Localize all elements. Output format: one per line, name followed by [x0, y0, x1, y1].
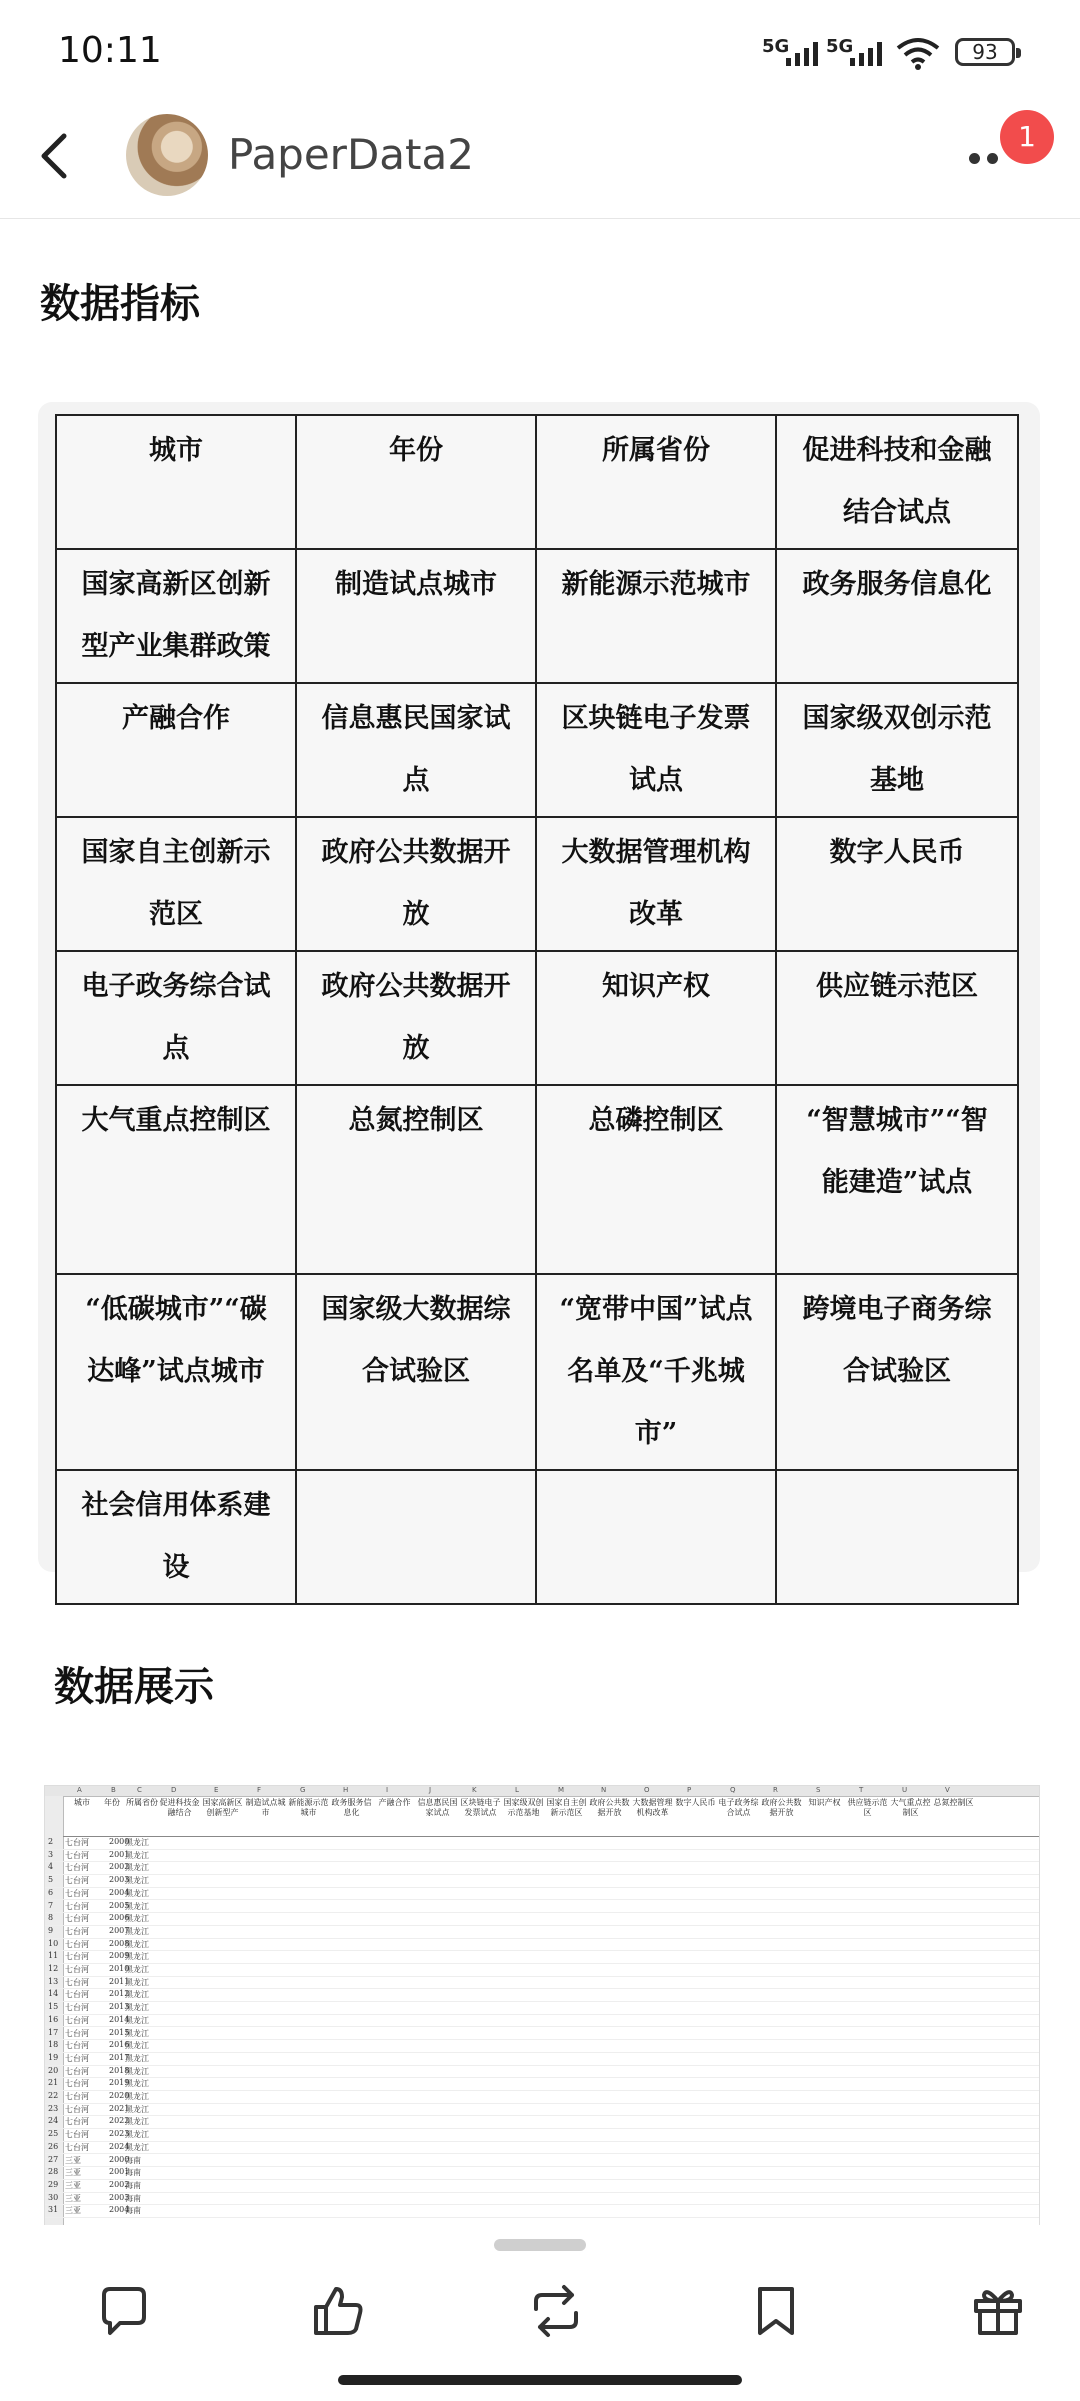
table-cell: “智慧城市”“智能建造”试点 [776, 1085, 1018, 1274]
table-cell [776, 1470, 1018, 1604]
sheet-col-letter: Q [730, 1786, 736, 1794]
indicator-table [55, 414, 1019, 1605]
sheet-cell: 七台河 [65, 1965, 89, 1974]
sheet-cell: 黑龙江 [125, 2142, 149, 2152]
sheet-col-letter: K [472, 1786, 477, 1794]
sheet-header-cell: 所属省份 [126, 1798, 158, 1807]
table-cell: 知识产权 [536, 951, 776, 1085]
table-row [45, 1887, 1039, 1901]
sheet-cell: 黑龙江 [125, 2117, 149, 2127]
table-row [45, 1849, 1039, 1863]
sheet-cell: 2001 [109, 2167, 130, 2177]
sheet-cell: 黑龙江 [125, 2079, 149, 2089]
sheet-cell: 七台河 [65, 1888, 89, 1898]
sheet-cell: 黑龙江 [125, 2015, 149, 2025]
sheet-header-cell: 政务服务信息化 [331, 1798, 372, 1817]
status-bar [0, 0, 1080, 100]
sheet-cell: 2021 [109, 2103, 130, 2113]
sheet-cell: 七台河 [65, 2028, 89, 2038]
sheet-cell: 黑龙江 [125, 2104, 149, 2114]
table-row [45, 2128, 1039, 2142]
table-row [45, 1988, 1039, 2002]
table-cell: 国家级大数据综合试验区 [296, 1274, 536, 1470]
sheet-cell: 七台河 [65, 2104, 89, 2114]
sheet-header-cell: 国家级双创示范基地 [503, 1798, 544, 1817]
sheet-cell: 七台河 [65, 2003, 89, 2013]
sheet-cell: 三亚 [65, 2155, 81, 2165]
sheet-row-number: 16 [48, 2014, 59, 2024]
sheet-col-letter: V [945, 1786, 950, 1794]
sheet-cell: 2012 [109, 1989, 130, 1999]
sheet-cell: 三亚 [65, 2193, 81, 2203]
table-row [45, 2179, 1039, 2193]
sheet-cell: 黑龙江 [125, 2003, 149, 2013]
table-row [45, 1900, 1039, 1914]
table-cell: 国家自主创新示范区 [56, 817, 296, 951]
sheet-col-letter: C [137, 1786, 142, 1794]
sheet-col-letter: N [601, 1786, 607, 1794]
sheet-col-letter: L [515, 1786, 519, 1794]
sheet-cell: 七台河 [65, 1850, 89, 1860]
sheet-cell: 2024 [109, 2141, 130, 2151]
sheet-row-number: 23 [48, 2103, 59, 2113]
sheet-cell: 七台河 [65, 1838, 89, 1847]
sheet-cell: 黑龙江 [125, 2130, 149, 2140]
sheet-cell: 2015 [109, 2027, 130, 2037]
table-cell: 新能源示范城市 [536, 549, 776, 683]
table-row [45, 1874, 1039, 1888]
sheet-header-cell: 城市 [74, 1798, 90, 1807]
sheet-cell: 黑龙江 [125, 1990, 149, 2000]
section-title-display: 数据展示 [54, 1664, 214, 1710]
sheet-row-number: 5 [48, 1875, 54, 1885]
table-cell: 产融合作 [56, 683, 296, 817]
sheet-cell: 2000 [109, 1837, 130, 1846]
sheet-cell: 七台河 [65, 1952, 89, 1962]
sheet-cell: 黑龙江 [125, 1965, 149, 1974]
table-cell: 国家高新区创新型产业集群政策 [56, 549, 296, 683]
sheet-cell: 黑龙江 [125, 1863, 149, 1873]
sheet-row-number: 18 [48, 2040, 59, 2050]
sheet-cell: 2008 [109, 1938, 130, 1948]
table-cell: 总氮控制区 [296, 1085, 536, 1274]
sheet-header-cell: 年份 [104, 1798, 120, 1807]
sheet-cell: 七台河 [65, 2079, 89, 2089]
sheet-header-cell: 制造试点城市 [245, 1798, 286, 1817]
sheet-row-number: 31 [48, 2205, 59, 2215]
sheet-row-number: 15 [48, 2002, 59, 2012]
table-cell: 所属省份 [536, 415, 776, 549]
sheet-cell: 2001 [109, 1849, 130, 1859]
table-cell: 跨境电子商务综合试验区 [776, 1274, 1018, 1470]
table-cell: 总磷控制区 [536, 1085, 776, 1274]
sheet-cell: 黑龙江 [125, 1901, 149, 1911]
sheet-col-letter: S [816, 1786, 821, 1794]
sheet-cell: 2005 [109, 1900, 130, 1910]
sheet-row-number: 9 [48, 1925, 54, 1935]
sheet-row-number: 14 [48, 1989, 59, 1999]
sheet-cell: 黑龙江 [125, 2028, 149, 2038]
sheet-cell: 黑龙江 [125, 1977, 149, 1987]
sheet-col-letter: O [644, 1786, 650, 1794]
table-cell: 促进科技和金融结合试点 [776, 415, 1018, 549]
sheet-cell: 黑龙江 [125, 1952, 149, 1962]
table-row [45, 2077, 1039, 2091]
table-cell: 城市 [56, 415, 296, 549]
sheet-cell: 黑龙江 [125, 1939, 149, 1949]
sheet-cell: 黑龙江 [125, 1914, 149, 1924]
avatar[interactable] [126, 114, 208, 196]
sheet-row-number: 13 [48, 1976, 59, 1986]
table-cell: 信息惠民国家试点 [296, 683, 536, 817]
sheet-row-number: 25 [48, 2129, 59, 2139]
home-indicator[interactable] [338, 2375, 742, 2385]
comment-icon[interactable] [96, 2283, 152, 2339]
sheet-cell: 黑龙江 [125, 2053, 149, 2063]
sheet-header-cell: 国家高新区创新型产 [202, 1798, 243, 1817]
sheet-cell: 海南 [125, 2180, 141, 2190]
table-row [45, 2141, 1039, 2155]
sheet-cell: 2009 [109, 1951, 130, 1961]
sheet-cell: 2013 [109, 2002, 130, 2012]
sheet-cell: 七台河 [65, 2130, 89, 2140]
table-row [45, 2039, 1039, 2053]
sheet-cell: 2017 [109, 2052, 130, 2062]
sheet-cell: 2023 [109, 2129, 130, 2139]
sheet-cell: 三亚 [65, 2180, 81, 2190]
sheet-cell: 2014 [109, 2014, 130, 2024]
drag-handle[interactable] [494, 2239, 586, 2251]
table-cell: 区块链电子发票试点 [536, 683, 776, 817]
sheet-cell: 七台河 [65, 2041, 89, 2051]
table-cell: 数字人民币 [776, 817, 1018, 951]
sheet-cell: 2010 [109, 1964, 130, 1973]
sheet-cell: 七台河 [65, 2053, 89, 2063]
sheet-row-number: 2 [48, 1837, 54, 1846]
sheet-cell: 2002 [109, 1862, 130, 1872]
sheet-row-number: 17 [48, 2027, 59, 2037]
sheet-header-cell: 政府公共数据开放 [589, 1798, 630, 1817]
wifi-icon [895, 36, 941, 70]
table-row [45, 1925, 1039, 1939]
sheet-header-cell: 政府公共数据开放 [761, 1798, 802, 1817]
table-cell: 大气重点控制区 [56, 1085, 296, 1274]
bookmark-icon[interactable] [748, 2283, 804, 2339]
sheet-cell: 七台河 [65, 2092, 89, 2101]
sheet-col-letter: M [558, 1786, 565, 1794]
table-cell: 社会信用体系建设 [56, 1470, 296, 1604]
sheet-cell: 七台河 [65, 1914, 89, 1924]
table-cell: 政务服务信息化 [776, 549, 1018, 683]
bottom-action-bar [0, 2225, 1080, 2401]
table-row [45, 2204, 1039, 2218]
table-cell: “低碳城市”“碳达峰”试点城市 [56, 1274, 296, 1470]
signal-icon [850, 40, 882, 66]
sheet-col-letter: E [214, 1786, 219, 1794]
status-time: 10:11 [58, 30, 162, 71]
sheet-cell: 黑龙江 [125, 1876, 149, 1886]
sheet-cell: 2004 [109, 1887, 130, 1897]
sheet-col-letter: G [300, 1786, 306, 1794]
sheet-col-letter: I [386, 1786, 389, 1794]
sheet-row-number: 22 [48, 2091, 59, 2100]
sheet-cell: 2018 [109, 2065, 130, 2075]
sheet-col-letter: D [171, 1786, 177, 1794]
sheet-col-letter: H [343, 1786, 349, 1794]
table-row [45, 2090, 1039, 2104]
sheet-cell: 七台河 [65, 1863, 89, 1873]
sheet-cell: 海南 [125, 2155, 141, 2165]
sheet-cell: 黑龙江 [125, 2092, 149, 2101]
sheet-header-cell: 区块链电子发票试点 [460, 1798, 501, 1817]
sheet-cell: 2019 [109, 2078, 130, 2088]
repost-icon[interactable] [528, 2283, 584, 2339]
sheet-row-number: 24 [48, 2116, 59, 2126]
table-row [45, 1950, 1039, 1964]
sheet-row-number: 11 [48, 1951, 59, 1961]
sheet-cell: 2007 [109, 1925, 130, 1935]
table-cell: 政府公共数据开放 [296, 817, 536, 951]
table-row [45, 2027, 1039, 2041]
sheet-cell: 2006 [109, 1913, 130, 1923]
sheet-header-cell: 促进科技金融结合 [159, 1798, 200, 1817]
table-row [45, 1836, 1039, 1850]
table-row [45, 1938, 1039, 1952]
sheet-cell: 三亚 [65, 2168, 81, 2178]
sheet-row-number: 21 [48, 2078, 59, 2088]
sheet-row-number: 10 [48, 1938, 59, 1948]
sheet-header-cell: 国家自主创新示范区 [546, 1798, 587, 1817]
sheet-row-number: 4 [48, 1862, 54, 1872]
sheet-cell: 2003 [109, 2192, 130, 2202]
table-row [45, 1861, 1039, 1875]
table-row [45, 2166, 1039, 2180]
table-cell: 国家级双创示范基地 [776, 683, 1018, 817]
sheet-col-letter: P [687, 1786, 692, 1794]
sheet-cell: 黑龙江 [125, 2066, 149, 2076]
sheet-row-number: 20 [48, 2065, 59, 2075]
sheet-col-letter: R [773, 1786, 778, 1794]
table-row [45, 2103, 1039, 2117]
sheet-col-letter: F [257, 1786, 262, 1794]
sheet-row-number: 28 [48, 2167, 59, 2177]
sheet-cell: 海南 [125, 2193, 141, 2203]
back-icon[interactable] [30, 128, 86, 184]
sim1-label: 5G [762, 36, 790, 57]
table-row [45, 2052, 1039, 2066]
sheet-col-letter: J [429, 1786, 432, 1794]
notification-badge: 1 [1000, 110, 1054, 164]
sheet-cell: 三亚 [65, 2206, 81, 2216]
sheet-row-number: 29 [48, 2179, 59, 2189]
sheet-cell: 七台河 [65, 1990, 89, 2000]
sheet-cell: 黑龙江 [125, 1926, 149, 1936]
sheet-cell: 黑龙江 [125, 1888, 149, 1898]
sheet-cell: 2004 [109, 2205, 130, 2215]
sheet-row-number: 7 [48, 1900, 54, 1910]
sheet-header-cell: 信息惠民国家试点 [417, 1798, 458, 1817]
sheet-header-cell: 大数据管理机构改革 [632, 1798, 673, 1817]
sheet-header-cell: 新能源示范城市 [288, 1798, 329, 1817]
like-icon[interactable] [310, 2283, 366, 2339]
sheet-row-number: 26 [48, 2141, 59, 2151]
sheet-cell: 2003 [109, 1875, 130, 1885]
sheet-cell: 2016 [109, 2040, 130, 2050]
sheet-cell: 七台河 [65, 2066, 89, 2076]
table-row [45, 2115, 1039, 2129]
table-row [45, 1963, 1039, 1977]
table-row [45, 1976, 1039, 1990]
sheet-header-cell: 供应链示范区 [847, 1798, 888, 1817]
table-cell [296, 1470, 536, 1604]
page-title[interactable]: PaperData2 [228, 130, 474, 179]
sheet-row-number: 27 [48, 2154, 59, 2164]
sheet-cell: 2011 [109, 1976, 130, 1986]
sheet-cell: 七台河 [65, 1939, 89, 1949]
spreadsheet-preview[interactable] [44, 1785, 1040, 2227]
sheet-row-number: 30 [48, 2192, 59, 2202]
sheet-row-number: 12 [48, 1964, 59, 1973]
sheet-cell: 黑龙江 [125, 2041, 149, 2051]
sheet-row-number: 6 [48, 1887, 54, 1897]
chat-header [0, 100, 1080, 219]
sheet-cell: 七台河 [65, 1901, 89, 1911]
sheet-row-number: 3 [48, 1849, 54, 1859]
sheet-header-cell: 产融合作 [378, 1798, 411, 1807]
sheet-cell: 七台河 [65, 1876, 89, 1886]
table-row [45, 2065, 1039, 2079]
sheet-col-letter: T [859, 1786, 864, 1794]
table-cell: 政府公共数据开放 [296, 951, 536, 1085]
table-cell: 电子政务综合试点 [56, 951, 296, 1085]
sheet-cell: 2000 [109, 2154, 130, 2164]
sheet-header-cell: 数字人民币 [675, 1798, 716, 1807]
gift-icon[interactable] [970, 2283, 1026, 2339]
sheet-header-cell: 电子政务综合试点 [718, 1798, 759, 1817]
table-row [45, 1912, 1039, 1926]
sheet-col-letter: B [111, 1786, 116, 1794]
sheet-row-number: 8 [48, 1913, 54, 1923]
sheet-header-cell: 大气重点控制区 [890, 1798, 931, 1817]
table-cell: 制造试点城市 [296, 549, 536, 683]
sheet-cell: 2020 [109, 2091, 130, 2100]
sheet-cell: 黑龙江 [125, 1850, 149, 1860]
sheet-cell: 七台河 [65, 1977, 89, 1987]
sheet-cell: 2022 [109, 2116, 130, 2126]
sheet-cell: 海南 [125, 2206, 141, 2216]
section-title-indicators: 数据指标 [40, 281, 200, 327]
sheet-cell: 黑龙江 [125, 1838, 149, 1847]
sheet-col-letter: A [77, 1786, 82, 1794]
sheet-col-letter: U [902, 1786, 908, 1794]
sheet-header-cell: 知识产权 [808, 1798, 841, 1807]
sim2-label: 5G [826, 36, 854, 57]
table-row [45, 2014, 1039, 2028]
sheet-cell: 七台河 [65, 2117, 89, 2127]
sheet-cell: 七台河 [65, 2015, 89, 2025]
sheet-cell: 海南 [125, 2168, 141, 2178]
table-row [45, 2154, 1039, 2168]
signal-icon [786, 40, 818, 66]
table-cell: 大数据管理机构改革 [536, 817, 776, 951]
table-cell: “宽带中国”试点名单及“千兆城市” [536, 1274, 776, 1470]
sheet-row-number: 19 [48, 2052, 59, 2062]
sheet-header-cell: 总氮控制区 [933, 1798, 974, 1807]
sheet-cell: 七台河 [65, 1926, 89, 1936]
table-cell [536, 1470, 776, 1604]
table-cell: 供应链示范区 [776, 951, 1018, 1085]
table-row [45, 2192, 1039, 2206]
table-cell: 年份 [296, 415, 536, 549]
sheet-cell: 七台河 [65, 2142, 89, 2152]
table-row [45, 2001, 1039, 2015]
sheet-cell: 2002 [109, 2179, 130, 2189]
battery-indicator: 93 [955, 38, 1015, 66]
sheet-header-row [63, 1796, 1039, 1837]
